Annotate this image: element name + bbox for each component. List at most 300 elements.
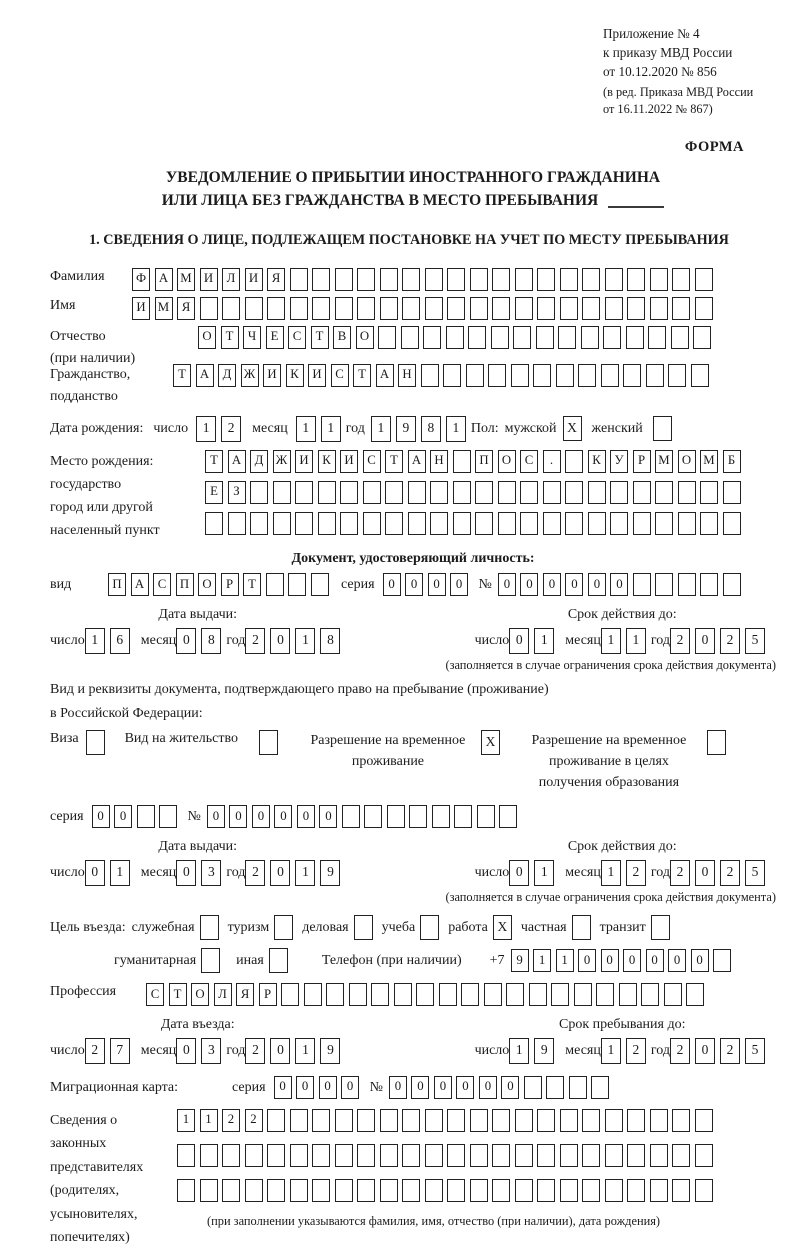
char-cell: 2 — [626, 1038, 646, 1064]
char-cell — [453, 450, 471, 473]
char-cell: 0 — [252, 805, 270, 828]
char-cell: 8 — [421, 416, 441, 442]
citizenship-cells — [173, 364, 713, 387]
year-label: год — [650, 633, 670, 649]
char-cell — [537, 1179, 555, 1202]
profession-cells — [146, 983, 709, 1006]
char-cell: 0 — [389, 1076, 407, 1099]
char-cell — [605, 1109, 623, 1132]
char-cell — [402, 297, 420, 320]
identity-valid-day — [509, 628, 559, 654]
char-cell — [425, 268, 443, 291]
char-cell — [484, 983, 502, 1006]
option-residence-permit — [125, 730, 278, 755]
residence-permit-label: Вид на жительство — [124, 731, 238, 747]
char-cell — [425, 1179, 443, 1202]
birth-date-row — [50, 416, 776, 442]
char-cell — [499, 805, 517, 828]
char-cell — [605, 1179, 623, 1202]
char-cell — [605, 268, 623, 291]
char-cell — [619, 983, 637, 1006]
char-cell — [610, 481, 628, 504]
char-cell — [672, 1109, 690, 1132]
char-cell — [655, 481, 673, 504]
purpose-other: иная — [236, 948, 288, 973]
representatives-label: Сведения о законных представителях (родителях, усыновителях, попечителях) — [50, 1112, 144, 1246]
char-cell: Н — [398, 364, 416, 387]
purpose-checkbox — [201, 948, 220, 973]
month-label: месяц — [140, 1043, 177, 1059]
char-cell: 2 — [670, 860, 690, 886]
char-cell: 6 — [110, 628, 130, 654]
document-header — [603, 24, 776, 118]
char-cell — [551, 983, 569, 1006]
header-appendix-line: Приложение № 4 — [603, 26, 700, 41]
month-label: месяц — [252, 421, 288, 437]
char-cell — [537, 1144, 555, 1167]
char-cell — [488, 364, 506, 387]
char-cell — [470, 297, 488, 320]
char-cell — [312, 268, 330, 291]
char-cell — [693, 326, 711, 349]
identity-issue-year — [245, 628, 345, 654]
char-cell — [425, 1144, 443, 1167]
char-cell — [506, 983, 524, 1006]
char-cell — [290, 1109, 308, 1132]
char-cell: 2 — [221, 416, 241, 442]
char-cell — [678, 573, 696, 596]
stay-day — [509, 1038, 559, 1064]
char-cell: К — [286, 364, 304, 387]
char-cell: Ч — [243, 326, 261, 349]
birth-year-cells — [371, 416, 471, 442]
char-cell: 0 — [176, 1038, 196, 1064]
char-cell: 8 — [320, 628, 340, 654]
char-cell — [267, 1144, 285, 1167]
char-cell — [650, 268, 668, 291]
residence-intro-line2: в Российской Федерации: — [50, 705, 203, 721]
entry-purpose-row — [50, 915, 776, 940]
char-cell — [520, 512, 538, 535]
char-cell: 2 — [245, 1109, 263, 1132]
migration-card-row — [50, 1076, 776, 1099]
char-cell — [446, 326, 464, 349]
representatives-row3 — [177, 1179, 717, 1202]
char-cell: 2 — [626, 860, 646, 886]
char-cell: 0 — [509, 860, 529, 886]
char-cell — [475, 512, 493, 535]
char-cell: 1 — [295, 628, 315, 654]
char-cell — [655, 512, 673, 535]
char-cell: 0 — [691, 949, 709, 972]
entry-date-group — [50, 1016, 345, 1064]
char-cell — [695, 1109, 713, 1132]
birth-place-row2 — [205, 481, 745, 504]
purpose-study: учеба — [382, 915, 440, 940]
char-cell: 0 — [501, 1076, 519, 1099]
char-cell — [700, 512, 718, 535]
char-cell: 0 — [85, 860, 105, 886]
char-cell — [290, 297, 308, 320]
residence-issue-month — [176, 860, 226, 886]
char-cell — [588, 481, 606, 504]
entry-date-heading: Дата въезда: — [160, 1017, 235, 1033]
char-cell — [273, 481, 291, 504]
char-cell: 0 — [601, 949, 619, 972]
char-cell — [439, 983, 457, 1006]
char-cell — [357, 268, 375, 291]
residence-validity-note: (заполняется в случае ограничения срока действия документа) — [445, 889, 776, 904]
char-cell: 1 — [196, 416, 216, 442]
char-cell — [560, 297, 578, 320]
char-cell — [560, 1144, 578, 1167]
char-cell: 0 — [520, 573, 538, 596]
birth-day-cells — [196, 416, 246, 442]
identity-issue-day — [85, 628, 135, 654]
char-cell — [342, 805, 360, 828]
char-cell — [394, 983, 412, 1006]
char-cell: 1 — [296, 416, 316, 442]
char-cell: М — [655, 450, 673, 473]
char-cell: 0 — [610, 573, 628, 596]
char-cell: 0 — [411, 1076, 429, 1099]
char-cell — [312, 1109, 330, 1132]
char-cell — [371, 983, 389, 1006]
char-cell — [511, 364, 529, 387]
char-cell — [177, 1179, 195, 1202]
representatives-row2 — [177, 1144, 717, 1167]
char-cell — [335, 1109, 353, 1132]
sex-female-checkbox — [653, 416, 672, 441]
profession-row — [50, 983, 776, 1006]
sex-female-label: женский — [591, 421, 643, 437]
birth-place-label: Место рождения: государство город или другой населенный пункт — [50, 453, 160, 538]
identity-valid-month — [601, 628, 651, 654]
char-cell — [672, 1179, 690, 1202]
char-cell: 0 — [297, 805, 315, 828]
representatives-block — [50, 1109, 776, 1250]
char-cell — [401, 326, 419, 349]
year-label: год — [650, 1043, 670, 1059]
char-cell: 2 — [85, 1038, 105, 1064]
migration-number-cells — [389, 1076, 614, 1099]
day-label: число — [153, 421, 189, 437]
char-cell — [524, 1076, 542, 1099]
char-cell — [627, 1144, 645, 1167]
char-cell — [537, 1109, 555, 1132]
char-cell — [492, 1179, 510, 1202]
birth-place-row1 — [205, 450, 745, 473]
birth-place-row3 — [205, 512, 745, 535]
char-cell — [533, 364, 551, 387]
char-cell — [650, 1179, 668, 1202]
char-cell: 0 — [274, 1076, 292, 1099]
char-cell — [515, 1109, 533, 1132]
char-cell: 5 — [745, 1038, 765, 1064]
char-cell: 1 — [533, 949, 551, 972]
char-cell: О — [356, 326, 374, 349]
char-cell: 1 — [371, 416, 391, 442]
form-label: ФОРМА — [684, 139, 744, 155]
entry-year — [245, 1038, 345, 1064]
residence-permit-checkbox — [259, 730, 278, 755]
char-cell — [529, 983, 547, 1006]
char-cell — [695, 268, 713, 291]
char-cell: 0 — [341, 1076, 359, 1099]
char-cell — [470, 1144, 488, 1167]
purpose-checkbox: X — [493, 915, 512, 940]
char-cell — [364, 805, 382, 828]
given-name-cells — [132, 297, 717, 320]
char-cell — [250, 512, 268, 535]
char-cell: И — [340, 450, 358, 473]
char-cell — [700, 481, 718, 504]
month-label: месяц — [140, 633, 177, 649]
char-cell — [357, 1144, 375, 1167]
entry-day — [85, 1038, 135, 1064]
char-cell: И — [132, 297, 150, 320]
char-cell: М — [155, 297, 173, 320]
char-cell — [273, 512, 291, 535]
month-label: месяц — [565, 633, 601, 649]
char-cell: К — [588, 450, 606, 473]
day-label: число — [474, 1043, 510, 1059]
char-cell: 0 — [176, 628, 196, 654]
char-cell — [380, 1179, 398, 1202]
char-cell — [402, 1144, 420, 1167]
char-cell: 0 — [588, 573, 606, 596]
char-cell — [536, 326, 554, 349]
char-cell — [380, 1109, 398, 1132]
identity-number-cells — [498, 573, 746, 596]
char-cell — [492, 268, 510, 291]
char-cell — [655, 573, 673, 596]
day-label: число — [50, 865, 85, 881]
char-cell — [447, 297, 465, 320]
char-cell: Т — [311, 326, 329, 349]
char-cell: О — [191, 983, 209, 1006]
identity-validity-note: (заполняется в случае ограничения срока действия документа) — [445, 657, 776, 672]
residence-options-row — [50, 730, 776, 793]
char-cell — [627, 297, 645, 320]
stay-until-heading: Срок пребывания до: — [559, 1017, 686, 1033]
char-cell — [695, 1144, 713, 1167]
char-cell: 1 — [601, 860, 621, 886]
char-cell: Я — [267, 268, 285, 291]
char-cell — [250, 481, 268, 504]
char-cell: С — [153, 573, 171, 596]
identity-series-cells — [383, 573, 473, 596]
char-cell — [421, 364, 439, 387]
char-cell: 5 — [745, 628, 765, 654]
char-cell: 1 — [85, 628, 105, 654]
char-cell: 2 — [720, 860, 740, 886]
char-cell: 0 — [296, 1076, 314, 1099]
purpose-humanitarian: гуманитарная — [114, 948, 220, 973]
entry-month — [176, 1038, 226, 1064]
char-cell: Ж — [273, 450, 291, 473]
char-cell — [312, 1144, 330, 1167]
char-cell — [582, 1109, 600, 1132]
char-cell: И — [295, 450, 313, 473]
char-cell — [430, 481, 448, 504]
char-cell: А — [131, 573, 149, 596]
char-cell: 0 — [498, 573, 516, 596]
char-cell: А — [155, 268, 173, 291]
char-cell — [678, 481, 696, 504]
purpose-tourism: туризм — [228, 915, 294, 940]
char-cell — [650, 1144, 668, 1167]
char-cell: 0 — [578, 949, 596, 972]
char-cell: 9 — [511, 949, 529, 972]
char-cell: 2 — [670, 1038, 690, 1064]
option-temp-residence-edu — [518, 730, 726, 793]
form-title-line1: УВЕДОМЛЕНИЕ О ПРИБЫТИИ ИНОСТРАННОГО ГРАЖДАНИНА — [165, 169, 661, 187]
char-cell — [610, 512, 628, 535]
char-cell — [582, 1179, 600, 1202]
char-cell — [591, 1076, 609, 1099]
blank-underline — [608, 206, 664, 208]
char-cell — [363, 481, 381, 504]
char-cell: И — [245, 268, 263, 291]
birth-date-label: Дата рождения: — [50, 421, 144, 437]
char-cell: С — [363, 450, 381, 473]
char-cell — [447, 1144, 465, 1167]
char-cell: Т — [243, 573, 261, 596]
char-cell: М — [177, 268, 195, 291]
purpose-work: работа X — [448, 915, 512, 940]
identity-doc-kind-row — [50, 573, 776, 596]
char-cell: К — [318, 450, 336, 473]
char-cell: 9 — [396, 416, 416, 442]
representatives-note: (при заполнении указываются фамилия, имя, отчество (при наличии), дата рождения) — [207, 1213, 661, 1228]
char-cell: 1 — [534, 860, 554, 886]
char-cell — [713, 949, 731, 972]
char-cell: 0 — [207, 805, 225, 828]
char-cell — [627, 268, 645, 291]
char-cell — [468, 326, 486, 349]
char-cell: 0 — [695, 628, 715, 654]
char-cell — [492, 297, 510, 320]
year-label: год — [650, 865, 670, 881]
char-cell: 9 — [320, 1038, 340, 1064]
char-cell — [492, 1109, 510, 1132]
citizenship-label: Гражданство, подданство — [50, 366, 131, 404]
char-cell: 0 — [646, 949, 664, 972]
char-cell — [560, 1179, 578, 1202]
char-cell: Т — [173, 364, 191, 387]
purpose-checkbox — [420, 915, 439, 940]
char-cell: 1 — [110, 860, 130, 886]
char-cell: В — [333, 326, 351, 349]
char-cell: Д — [218, 364, 236, 387]
char-cell: 3 — [201, 1038, 221, 1064]
char-cell: Ж — [241, 364, 259, 387]
char-cell — [430, 512, 448, 535]
char-cell: Е — [205, 481, 223, 504]
visa-checkbox — [86, 730, 105, 755]
identity-valid-year — [670, 628, 770, 654]
char-cell — [363, 512, 381, 535]
char-cell — [290, 1179, 308, 1202]
char-cell — [565, 450, 583, 473]
given-name-row — [50, 297, 776, 320]
series-label: серия — [341, 577, 375, 593]
purpose-checkbox — [269, 948, 288, 973]
char-cell — [281, 983, 299, 1006]
char-cell: Т — [205, 450, 223, 473]
temp-residence-edu-label: Разрешение на временное проживание в целях получения образования — [531, 733, 687, 791]
char-cell — [245, 297, 263, 320]
char-cell — [159, 805, 177, 828]
char-cell: 1 — [534, 628, 554, 654]
char-cell: Т — [385, 450, 403, 473]
stay-month — [601, 1038, 651, 1064]
char-cell — [560, 268, 578, 291]
char-cell — [546, 1076, 564, 1099]
header-order-line: к приказу МВД России — [603, 45, 733, 60]
purpose-checkbox — [200, 915, 219, 940]
char-cell — [357, 297, 375, 320]
char-cell: 1 — [556, 949, 574, 972]
char-cell: 0 — [319, 1076, 337, 1099]
identity-valid-heading: Срок действия до: — [567, 607, 677, 623]
char-cell: 2 — [720, 628, 740, 654]
purpose-transit: транзит — [600, 915, 670, 940]
char-cell — [200, 1144, 218, 1167]
char-cell — [588, 512, 606, 535]
char-cell — [686, 983, 704, 1006]
char-cell: 0 — [270, 628, 290, 654]
char-cell — [408, 481, 426, 504]
char-cell — [425, 297, 443, 320]
char-cell — [723, 512, 741, 535]
char-cell: П — [108, 573, 126, 596]
char-cell: 1 — [626, 628, 646, 654]
char-cell — [267, 297, 285, 320]
char-cell: С — [146, 983, 164, 1006]
year-label: год — [226, 1043, 246, 1059]
char-cell — [672, 297, 690, 320]
char-cell — [402, 268, 420, 291]
char-cell: 2 — [222, 1109, 240, 1132]
char-cell: П — [475, 450, 493, 473]
char-cell — [425, 1109, 443, 1132]
char-cell: 1 — [321, 416, 341, 442]
char-cell: 1 — [601, 628, 621, 654]
form-title — [50, 166, 776, 212]
stay-until-group — [475, 1016, 770, 1064]
char-cell: 0 — [434, 1076, 452, 1099]
char-cell: Р — [221, 573, 239, 596]
series-label: серия — [232, 1079, 266, 1095]
char-cell: 7 — [110, 1038, 130, 1064]
char-cell — [603, 326, 621, 349]
char-cell: 0 — [319, 805, 337, 828]
char-cell — [340, 512, 358, 535]
char-cell — [560, 1109, 578, 1132]
char-cell — [582, 297, 600, 320]
char-cell — [492, 1144, 510, 1167]
visa-label: Виза — [50, 731, 79, 747]
char-cell: 9 — [534, 1038, 554, 1064]
identity-kind-label: вид — [50, 577, 72, 593]
day-label: число — [50, 633, 85, 649]
temp-residence-checkbox: X — [481, 730, 500, 755]
char-cell — [454, 805, 472, 828]
char-cell — [672, 1144, 690, 1167]
char-cell — [357, 1109, 375, 1132]
